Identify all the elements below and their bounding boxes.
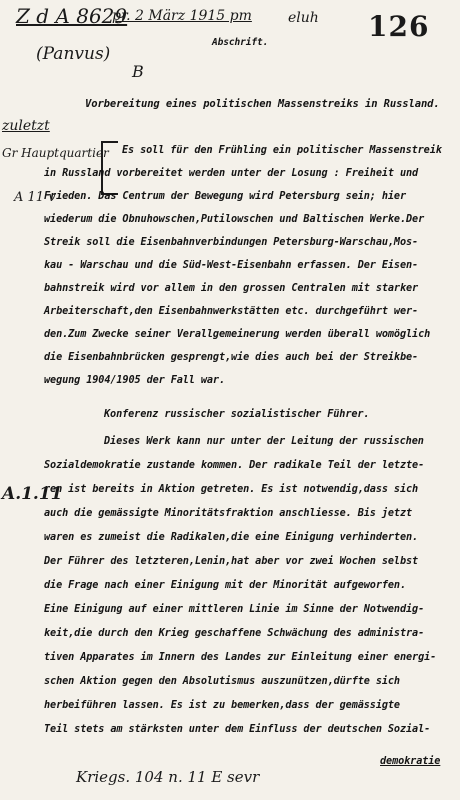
body-line: bahnstreik wird vor allem in den grossen Centralen mit starker <box>44 283 419 294</box>
body-line: Streik soll die Eisenbahnverbindungen Petersburg-Warschau,Mos- <box>44 237 419 248</box>
body-line: waren es zumeist die Radikalen,die eine Einigung verhinderten. <box>44 532 419 543</box>
margin-note-3: A 11 v <box>14 190 56 205</box>
body-line: herbeiführen lassen. Es ist zu bemerken,dass der gemässigte <box>44 700 400 711</box>
body-line: Der Führer des letzteren,Lenin,hat aber vor zwei Wochen selbst <box>44 556 419 567</box>
margin-note-2: Gr Hauptquartier <box>2 146 109 160</box>
b-mark: B <box>132 62 144 81</box>
body-line: Frieden. Das Centrum der Bewegung wird Petersburg sein; hier <box>44 191 407 202</box>
receipt-date-note: pr. 2 März 1915 pm <box>112 8 252 24</box>
body-line: Eine Einigung auf einer mittleren Linie im Sinne der Notwendig- <box>44 604 425 615</box>
footer-note: Kriegs. 104 n. 11 E sevr <box>76 768 260 786</box>
body-line: die Frage nach einer Einigung mit der Minorität aufgeworfen. <box>44 580 407 591</box>
body-line: schen Aktion gegen den Absolutismus auszunützen,dürfte sich <box>44 676 400 687</box>
body-line: Dieses Werk kann nur unter der Leitung der russischen <box>104 436 424 447</box>
page-number: 126 <box>368 10 430 43</box>
body-line: kau - Warschau und die Süd-West-Eisenbahn erfassen. Der Eisen- <box>44 260 419 271</box>
author-name-note: (Panvus) <box>36 44 111 64</box>
body-line: Es soll für den Frühling ein politischer Massenstreik <box>122 145 442 156</box>
body-line: Arbeiterschaft,den Eisenbahnwerkstätten etc. durchgeführt wer- <box>44 306 419 317</box>
body-line: wegung 1904/1905 der Fall war. <box>44 375 226 386</box>
body-line: in Russland vorbereitet werden unter der Losung : Freiheit und <box>44 168 419 179</box>
margin-note-4: A.1.11 <box>2 484 63 504</box>
section-subheading: Konferenz russischer sozialistischer Führer. <box>104 409 370 420</box>
body-line: Teil stets am stärksten unter dem Einfluss der deutschen Sozial- <box>44 724 431 735</box>
body-line: die Eisenbahnbrücken gesprengt,wie dies auch bei der Streikbe- <box>44 352 419 363</box>
abschrift-label: Abschrift. <box>212 37 269 48</box>
reference-number: Z d A 8629 <box>16 4 128 28</box>
receipt-initials: eluh <box>288 10 319 26</box>
body-line: auch die gemässigte Minoritätsfraktion anschliesse. Bis jetzt <box>44 508 413 519</box>
continuation-word: demokratie <box>380 756 441 767</box>
body-line: tiven Apparates im Innern des Landes zur Einleitung einer energi- <box>44 652 437 663</box>
body-line: keit,die durch den Krieg geschaffene Schwächung des administra- <box>44 628 425 639</box>
body-line: den.Zum Zwecke seiner Verallgemeinerung werden überall womöglich <box>44 329 431 340</box>
body-line: wiederum die Obnuhowschen,Putilowschen und Baltischen Werke.Der <box>44 214 425 225</box>
document-title: Vorbereitung eines politischen Massenstreiks in Russland. <box>85 98 440 110</box>
body-line: Sozialdemokratie zustande kommen. Der radikale Teil der letzte- <box>44 460 425 471</box>
margin-note-1: zuletzt <box>2 118 50 134</box>
body-line: ren ist bereits in Aktion getreten. Es ist notwendig,dass sich <box>44 484 419 495</box>
